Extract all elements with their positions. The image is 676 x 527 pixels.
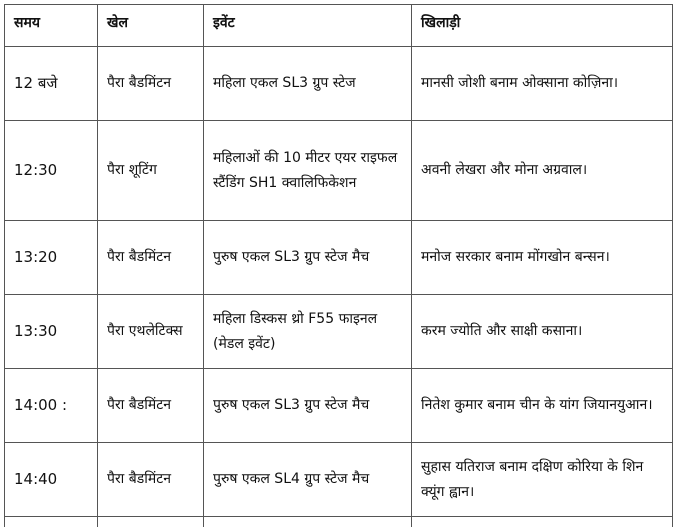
cell-sport: पैरा बैडमिंटन: [98, 221, 204, 295]
cell-event: महिलाओं की 10 मीटर एयर राइफल स्टैंडिंग SH1 क्वालिफिकेशन: [204, 121, 412, 221]
cell-sport: पैरा बैडमिंटन: [98, 47, 204, 121]
cell-time: 12:30: [5, 121, 98, 221]
cell-event: महिला डिस्कस थ्रो F55 फाइनल (मेडल इवेंट): [204, 295, 412, 369]
cell-empty: [5, 517, 98, 527]
cell-players: अवनी लेखरा और मोना अग्रवाल।: [412, 121, 673, 221]
table-row: [5, 295, 673, 369]
header-players: खिलाड़ी: [412, 5, 673, 47]
cell-time: 14:00 :: [5, 369, 98, 443]
table-row: [5, 221, 673, 295]
cell-players: सुहास यतिराज बनाम दक्षिण कोरिया के शिन क्यूंग ह्वान।: [412, 443, 673, 517]
cell-empty: [412, 517, 673, 527]
cell-event: महिला एकल SL3 ग्रुप स्टेज: [204, 47, 412, 121]
header-sport: खेल: [98, 5, 204, 47]
cell-players: नितेश कुमार बनाम चीन के यांग जियानयुआन।: [412, 369, 673, 443]
table-row: [5, 47, 673, 121]
cell-sport: पैरा एथलेटिक्स: [98, 295, 204, 369]
cell-sport: पैरा बैडमिंटन: [98, 369, 204, 443]
table-row: [5, 369, 673, 443]
cell-players: करम ज्योति और साक्षी कसाना।: [412, 295, 673, 369]
cell-players: मानसी जोशी बनाम ओक्साना कोज़िना।: [412, 47, 673, 121]
header-event: इवेंट: [204, 5, 412, 47]
table-row: [5, 443, 673, 517]
cell-event: पुरुष एकल SL4 ग्रुप स्टेज मैच: [204, 443, 412, 517]
cell-time: 13:20: [5, 221, 98, 295]
cell-sport: पैरा शूटिंग: [98, 121, 204, 221]
cell-sport: पैरा बैडमिंटन: [98, 443, 204, 517]
cell-event: पुरुष एकल SL3 ग्रुप स्टेज मैच: [204, 369, 412, 443]
schedule-table: [4, 4, 673, 527]
table-row: [5, 121, 673, 221]
cell-time: 12 बजे: [5, 47, 98, 121]
table-header-row: [5, 5, 673, 47]
cell-empty: [204, 517, 412, 527]
cell-time: 14:40: [5, 443, 98, 517]
table-row-partial: [5, 517, 673, 527]
cell-players: मनोज सरकार बनाम मोंगखोन बन्सन।: [412, 221, 673, 295]
cell-time: 13:30: [5, 295, 98, 369]
cell-event: पुरुष एकल SL3 ग्रुप स्टेज मैच: [204, 221, 412, 295]
header-time: समय: [5, 5, 98, 47]
cell-empty: [98, 517, 204, 527]
